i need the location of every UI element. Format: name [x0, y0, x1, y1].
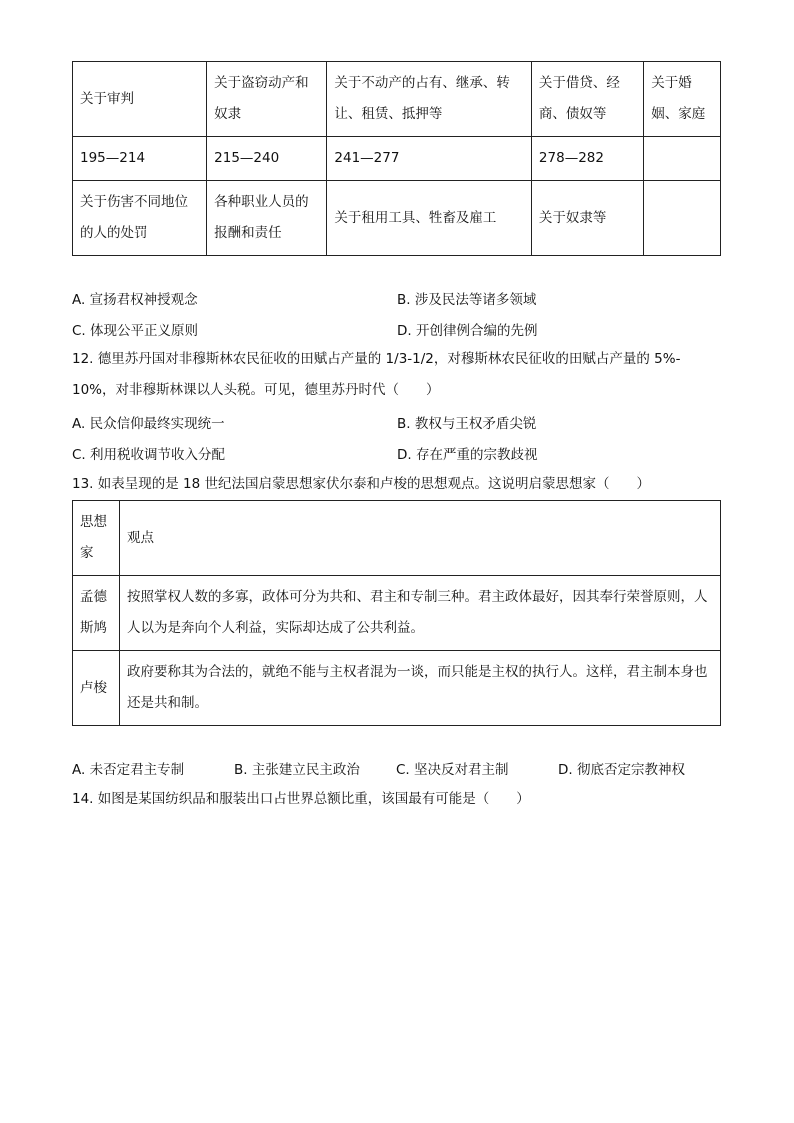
table-row [73, 501, 721, 576]
table-cell [644, 181, 721, 256]
table-row [73, 137, 721, 181]
table-cell: 关于婚姻、家庭 [644, 62, 721, 137]
table-header-cell: 观点 [120, 501, 721, 576]
table-cell: 各种职业人员的报酬和责任 [207, 181, 327, 256]
stem-line: 12. 德里苏丹国对非穆斯林农民征收的田赋占产量的 1/3-1/2，对穆斯林农民征收的田赋占产量的 5%- [72, 351, 681, 367]
option-a[interactable]: A. 宣扬君权神授观念 [72, 291, 198, 308]
table-cell: 关于伤害不同地位的人的处罚 [73, 181, 207, 256]
table-cell: 关于借贷、经商、债奴等 [531, 62, 643, 137]
table-cell: 关于奴隶等 [531, 181, 643, 256]
option-d[interactable]: D. 开创律例合编的先例 [397, 322, 538, 339]
table-cell: 孟德斯鸠 [73, 576, 120, 651]
question-13-stem: 13. 如表呈现的是 18 世纪法国启蒙思想家伏尔泰和卢梭的思想观点。这说明启蒙思想家（ ） [72, 476, 651, 492]
table-row [73, 181, 721, 256]
question-14-stem: 14. 如图是某国纺织品和服装出口占世界总额比重，该国最有可能是（ ） [72, 791, 530, 807]
table-cell: 政府要称其为合法的，就绝不能与主权者混为一谈，而只能是主权的执行人。这样，君主制本身也还是共和制。 [120, 651, 721, 726]
option-a[interactable]: A. 未否定君主专制 [72, 761, 185, 778]
table-header-cell: 思想家 [73, 501, 120, 576]
table-cell: 241—277 [327, 137, 532, 181]
q11-options [72, 282, 722, 344]
table-cell: 195—214 [73, 137, 207, 181]
option-b[interactable]: B. 涉及民法等诸多领域 [397, 291, 537, 308]
table-row [73, 576, 721, 651]
table-cell: 关于审判 [73, 62, 207, 137]
law-code-table [72, 61, 721, 256]
table-cell: 关于盗窃动产和奴隶 [207, 62, 327, 137]
option-d[interactable]: D. 彻底否定宗教神权 [558, 761, 685, 778]
option-b[interactable]: B. 主张建立民主政治 [234, 761, 360, 778]
q12-options [72, 406, 722, 468]
table-cell [644, 137, 721, 181]
option-a[interactable]: A. 民众信仰最终实现统一 [72, 415, 225, 432]
table-cell: 278—282 [531, 137, 643, 181]
option-c[interactable]: C. 利用税收调节收入分配 [72, 446, 226, 463]
option-c[interactable]: C. 坚决反对君主制 [396, 761, 509, 778]
table-row [73, 62, 721, 137]
stem-line: 10%，对非穆斯林课以人头税。可见，德里苏丹时代（ ） [72, 382, 440, 398]
option-c[interactable]: C. 体现公平正义原则 [72, 322, 199, 339]
option-d[interactable]: D. 存在严重的宗教歧视 [397, 446, 538, 463]
table-cell: 关于租用工具、牲畜及雇工 [327, 181, 532, 256]
table-cell: 关于不动产的占有、继承、转让、租赁、抵押等 [327, 62, 532, 137]
question-12-stem [72, 344, 722, 406]
thinker-table [72, 500, 721, 726]
table-cell: 卢梭 [73, 651, 120, 726]
option-b[interactable]: B. 教权与王权矛盾尖锐 [397, 415, 537, 432]
table-row [73, 651, 721, 726]
table-cell: 215—240 [207, 137, 327, 181]
table-cell: 按照掌权人数的多寡，政体可分为共和、君主和专制三种。君主政体最好，因其奉行荣誉原则，人人以为是奔向个人利益，实际却达成了公共利益。 [120, 576, 721, 651]
q13-options [72, 752, 722, 783]
